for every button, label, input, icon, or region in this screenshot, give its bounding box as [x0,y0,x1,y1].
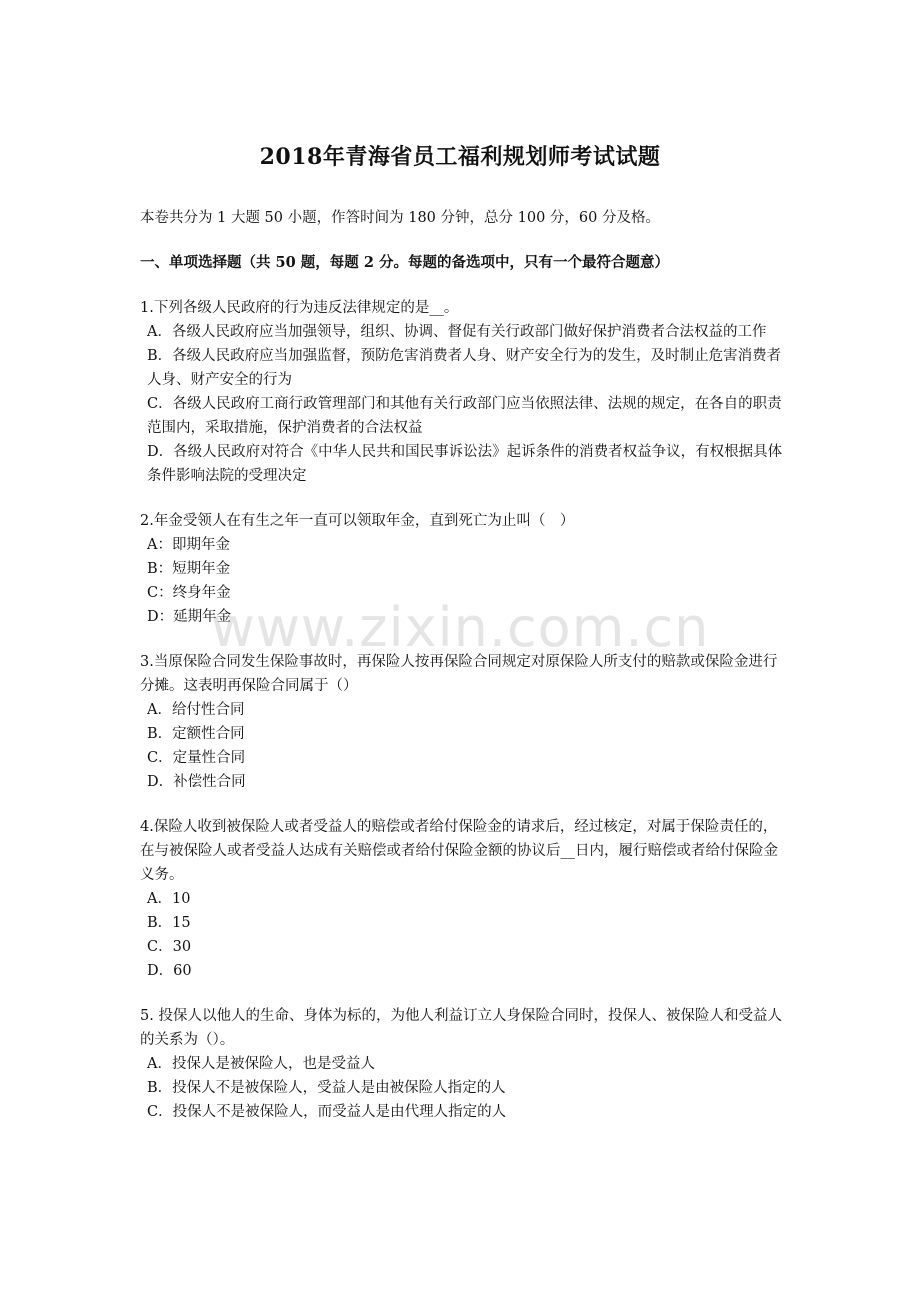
option-c: C．各级人民政府工商行政管理部门和其他有关行政部门应当依照法律、法规的规定，在各自的职责范围内，采取措施，保护消费者的合法权益 [147,396,782,436]
exam-intro: 本卷共分为 1 大题 50 小题，作答时间为 180 分钟，总分 100 分，60 分及格。 [140,210,660,226]
section-heading: 一、单项选择题（共 50 题，每题 2 分。每题的备选项中，只有一个最符合题意） [140,254,669,271]
question-5 [140,1004,785,1124]
option-c: C：终身年金 [147,585,231,601]
option-d: D．各级人民政府对符合《中华人民共和国民事诉讼法》起诉条件的消费者权益争议，有权根据具体条件影响法院的受理决定 [147,444,783,484]
watermark: www.zixin.com.cn [210,596,710,659]
exam-content [140,206,785,1145]
page-title: 2018年青海省员工福利规划师考试试题 [259,144,661,170]
question-stem: 1.下列各级人民政府的行为违反法律规定的是__。 [140,300,459,316]
option-a: A．各级人民政府应当加强领导，组织、协调、督促有关行政部门做好保护消费者合法权益的工作 [147,324,767,340]
option-b: B．15 [147,915,191,931]
option-b: B：短期年金 [147,561,231,577]
option-a: A．投保人是被保险人，也是受益人 [147,1056,375,1072]
option-d: D：延期年金 [147,609,232,625]
option-d: D．补偿性合同 [147,774,246,790]
option-d: D．60 [147,963,192,979]
question-stem: 2.年金受领人在有生之年一直可以领取年金，直到死亡为止叫（ ） [140,513,575,529]
option-c: C．投保人不是被保险人，而受益人是由代理人指定的人 [147,1104,507,1120]
option-b: B．各级人民政府应当加强监督，预防危害消费者人身、财产安全行为的发生，及时制止危害消费者人身、财产安全的行为 [147,348,782,388]
option-b: B．投保人不是被保险人，受益人是由被保险人指定的人 [147,1080,506,1096]
question-stem: 4.保险人收到被保险人或者受益人的赔偿或者给付保险金的请求后，经过核定，对属于保险责任的，在与被保险人或者受益人达成有关赔偿或者给付保险金额的协议后__日内，履行赔偿或者给付保险金义务。 [140,819,778,883]
question-stem: 3.当原保险合同发生保险事故时，再保险人按再保险合同规定对原保险人所支付的赔款或保险金进行分摊。这表明再保险合同属于（） [140,654,778,694]
option-a: A．给付性合同 [147,702,245,718]
question-3 [140,650,785,794]
option-c: C．30 [147,939,192,955]
option-a: A：即期年金 [147,537,230,553]
question-1 [140,296,785,488]
option-b: B．定额性合同 [147,726,245,742]
option-a: A．10 [147,891,191,907]
question-4 [140,815,785,983]
question-stem: 5. 投保人以他人的生命、身体为标的，为他人利益订立人身保险合同时，投保人、被保险人和受益人的关系为（）。 [140,1008,782,1048]
question-2 [140,509,785,629]
option-c: C．定量性合同 [147,750,246,766]
